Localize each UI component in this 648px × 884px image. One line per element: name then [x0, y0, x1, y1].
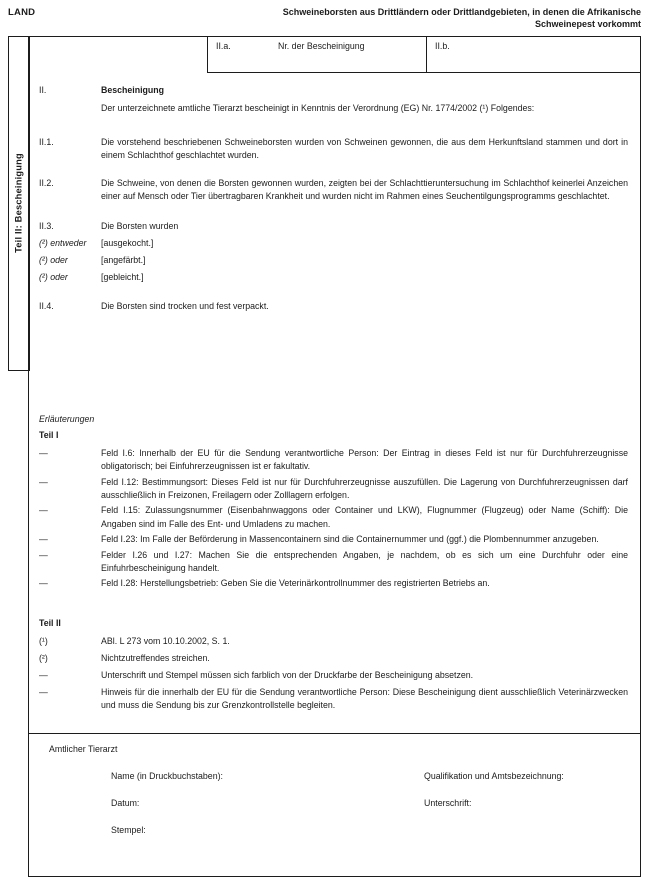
country-field-label: LAND	[8, 7, 36, 18]
note-marker: —	[39, 534, 48, 545]
statement-ii4-text: Die Borsten sind trocken und fest verpackt.	[101, 300, 269, 311]
note-item	[39, 447, 628, 474]
note-marker: —	[39, 476, 48, 487]
vet-date-label: Datum:	[111, 798, 140, 809]
note-text: Feld I.28: Herstellungsbetrieb: Geben Sie die Veterinärkontrollnummer des registrierten Betriebs an.	[101, 578, 490, 589]
notes-heading: Erläuterungen	[39, 414, 95, 424]
part2-sidebar-label: Teil II: Bescheinigung	[13, 153, 24, 254]
note-marker: —	[39, 505, 48, 516]
official-vet-heading: Amtlicher Tierarzt	[49, 744, 118, 754]
field-iia-label: II.a.	[216, 41, 231, 51]
footnote-row	[39, 652, 628, 665]
option-row-oder-1	[39, 254, 628, 267]
section-heading-row	[39, 84, 628, 97]
option-oder1-text: [angefärbt.]	[101, 255, 146, 266]
field-iib-cell	[426, 37, 640, 73]
footnote-text: ABl. L 273 vom 10.10.2002, S. 1.	[101, 636, 230, 647]
part2-heading-row	[39, 617, 628, 630]
statement-ii2-label: II.2.	[39, 177, 54, 188]
vet-qualification-label: Qualifikation und Amtsbezeichnung:	[424, 771, 564, 782]
document-title-line1: Schweineborsten aus Drittländern oder Drittlandgebieten, in denen die Afrikanische	[282, 7, 641, 17]
certificate-body-box	[28, 36, 641, 877]
certification-intro-row	[39, 102, 628, 115]
option-row-entweder	[39, 237, 628, 250]
note-item	[39, 549, 628, 576]
statement-row-ii4	[39, 300, 628, 313]
note-item	[39, 577, 628, 590]
statement-ii1-text: Die vorstehend beschriebenen Schweineborsten wurden von Schweinen gewonnen, die aus dem Herkunftsland stammen und dort in einem Schlachthof geschlachtet wurden.	[101, 136, 628, 161]
statement-row-ii1	[39, 136, 628, 163]
note-item	[39, 476, 628, 503]
footnote-row	[39, 669, 628, 682]
footnote-marker: (²)	[39, 653, 48, 664]
note-item	[39, 504, 628, 531]
note-marker: —	[39, 447, 48, 458]
part2-sidebar-tab	[8, 36, 30, 371]
footnote-row	[39, 686, 628, 713]
section-number: II.	[39, 85, 47, 95]
field-iib-label: II.b.	[435, 41, 450, 51]
notes-section	[39, 413, 628, 713]
option-entweder-text: [ausgekocht.]	[101, 238, 154, 249]
footnote-marker: —	[39, 670, 48, 681]
certification-intro: Der unterzeichnete amtliche Tierarzt bescheinigt in Kenntnis der Verordnung (EG) Nr. 1774/2002 (¹) Folgendes:	[101, 103, 535, 114]
option-oder2-text: [gebleicht.]	[101, 272, 144, 283]
vet-fields-row-2	[49, 797, 628, 810]
note-marker: —	[39, 578, 48, 589]
note-text: Feld I.6: Innerhalb der EU für die Sendung verantwortliche Person: Der Eintrag in dieses Feld ist nur für Durchfuhrerzeugnisse obligatorisch; bei Einfuhrerzeugnissen ist er fakultativ.	[101, 447, 628, 472]
statement-ii4-label: II.4.	[39, 300, 54, 311]
vet-fields-row-1	[49, 770, 628, 783]
note-text: Feld I.12: Bestimmungsort: Dieses Feld ist nur für Durchfuhrerzeugnisse auszufüllen. Die Lagerung von Durchfuhrerzeugnissen darf ausschließlich in Freizonen, Freilagern oder Zolllagern erfolgen.	[101, 476, 628, 501]
footnote-marker: (¹)	[39, 636, 48, 647]
footnote-row	[39, 635, 628, 648]
note-text: Feld I.23: Im Falle der Beförderung in Massencontainern sind die Containernummer und (ggf.) die Plombennummer anzugeben.	[101, 534, 599, 545]
statement-ii1-label: II.1.	[39, 136, 54, 147]
section-title: Bescheinigung	[101, 85, 165, 95]
vet-fields-row-3	[49, 824, 628, 837]
statement-row-ii2	[39, 177, 628, 204]
vet-signature-label: Unterschrift:	[424, 798, 472, 809]
certification-section	[39, 84, 628, 313]
footnote-text: Unterschrift und Stempel müssen sich farblich von der Druckfarbe der Bescheinigung absetzen.	[101, 670, 474, 681]
option-oder1-label: (²) oder	[39, 255, 68, 266]
option-entweder-label: (²) entweder	[39, 238, 87, 249]
document-title-line2: Schweinepest vorkommt	[534, 19, 641, 30]
vet-name-label: Name (in Druckbuchstaben):	[111, 771, 223, 782]
statement-row-ii3	[39, 220, 628, 233]
statement-ii2-text: Die Schweine, von denen die Borsten gewonnen wurden, zeigten bei der Schlachttieruntersuchung im Schlachthof keinerlei Anzeichen einer auf Mensch oder Tier übertragbaren Krankheit und wurden nicht im Rahmen eines Seuchentilgungsprogramms geschlachtet.	[101, 177, 628, 202]
option-oder2-label: (²) oder	[39, 272, 68, 283]
notes-heading-row	[39, 413, 628, 426]
certificate-number-cell	[207, 37, 426, 73]
vet-stamp-label: Stempel:	[111, 825, 146, 836]
field-iia-title: Nr. der Bescheinigung	[278, 41, 365, 51]
statement-ii3-label: II.3.	[39, 221, 54, 232]
part2-heading: Teil II	[39, 617, 61, 628]
option-row-oder-2	[39, 271, 628, 284]
note-item	[39, 533, 628, 546]
footnote-text: Nichtzutreffendes streichen.	[101, 653, 210, 664]
part1-heading-row	[39, 429, 628, 442]
footnote-text: Hinweis für die innerhalb der EU für die Sendung verantwortliche Person: Diese Bescheinigung dient ausschließlich Veterinärzwecken und muss die Sendung bis zur Grenzkontrollstelle begleiten.	[101, 687, 628, 711]
document-title	[221, 6, 641, 30]
statement-ii3-text: Die Borsten wurden	[101, 221, 179, 232]
official-vet-section	[39, 734, 628, 876]
part1-heading: Teil I	[39, 430, 59, 441]
footnote-marker: —	[39, 687, 48, 697]
note-text: Felder I.26 und I.27: Machen Sie die entsprechenden Angaben, je nachdem, ob es sich um eine Durchfuhr oder eine Einfuhrbescheinigung handelt.	[101, 549, 628, 574]
note-marker: —	[39, 549, 48, 560]
note-text: Feld I.15: Zulassungsnummer (Eisenbahnwaggons oder Container und LKW), Flugnummer (Flugzeug) oder Name (Schiff): Die Angaben sind im Falle des Ent- und Umladens zu machen.	[101, 505, 628, 529]
